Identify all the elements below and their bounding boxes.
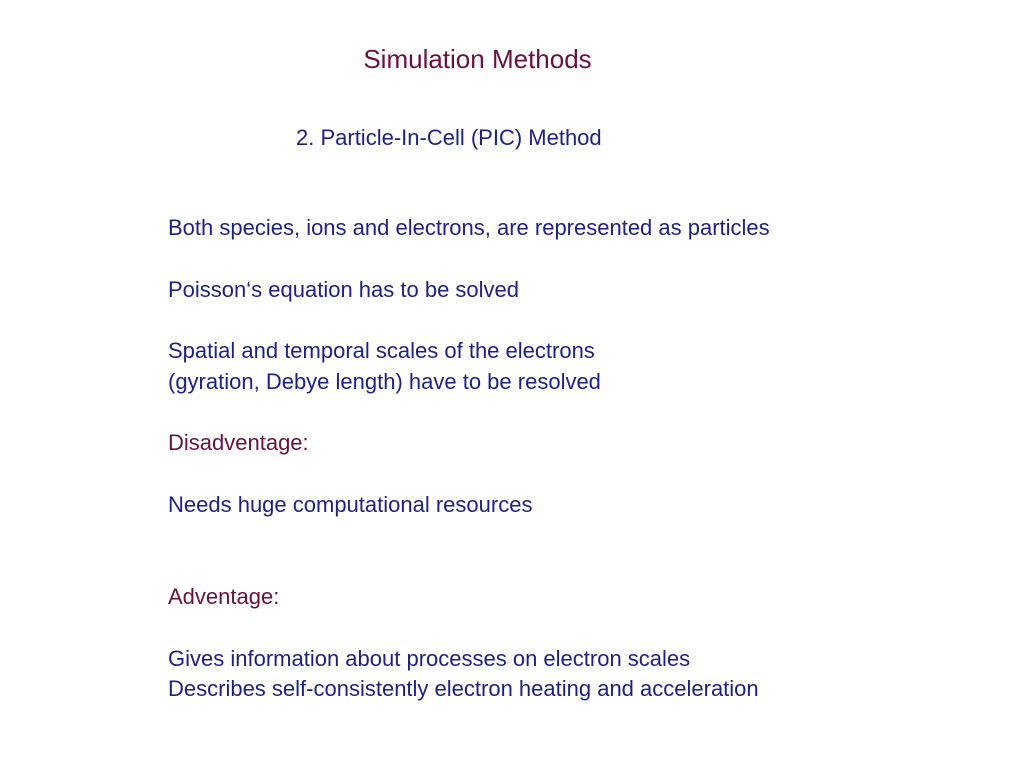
text-line-poisson: Poisson‘s equation has to be solved <box>168 277 520 302</box>
slide-title: Simulation Methods <box>363 44 592 74</box>
slide-subtitle: 2. Particle-In-Cell (PIC) Method <box>296 125 602 150</box>
text-line-heating: Describes self-consistently electron heating and acceleration <box>168 676 759 701</box>
disadvantage-heading: Disadventage: <box>168 430 309 455</box>
text-line-resources: Needs huge computational resources <box>168 492 533 517</box>
text-line-scales: Spatial and temporal scales of the electrons <box>168 338 595 363</box>
text-line-gyration: (gyration, Debye length) have to be resolved <box>168 369 601 394</box>
text-line-electron-scales: Gives information about processes on electron scales <box>168 646 691 671</box>
text-line-species: Both species, ions and electrons, are represented as particles <box>168 215 770 240</box>
advantage-heading: Adventage: <box>168 584 280 609</box>
